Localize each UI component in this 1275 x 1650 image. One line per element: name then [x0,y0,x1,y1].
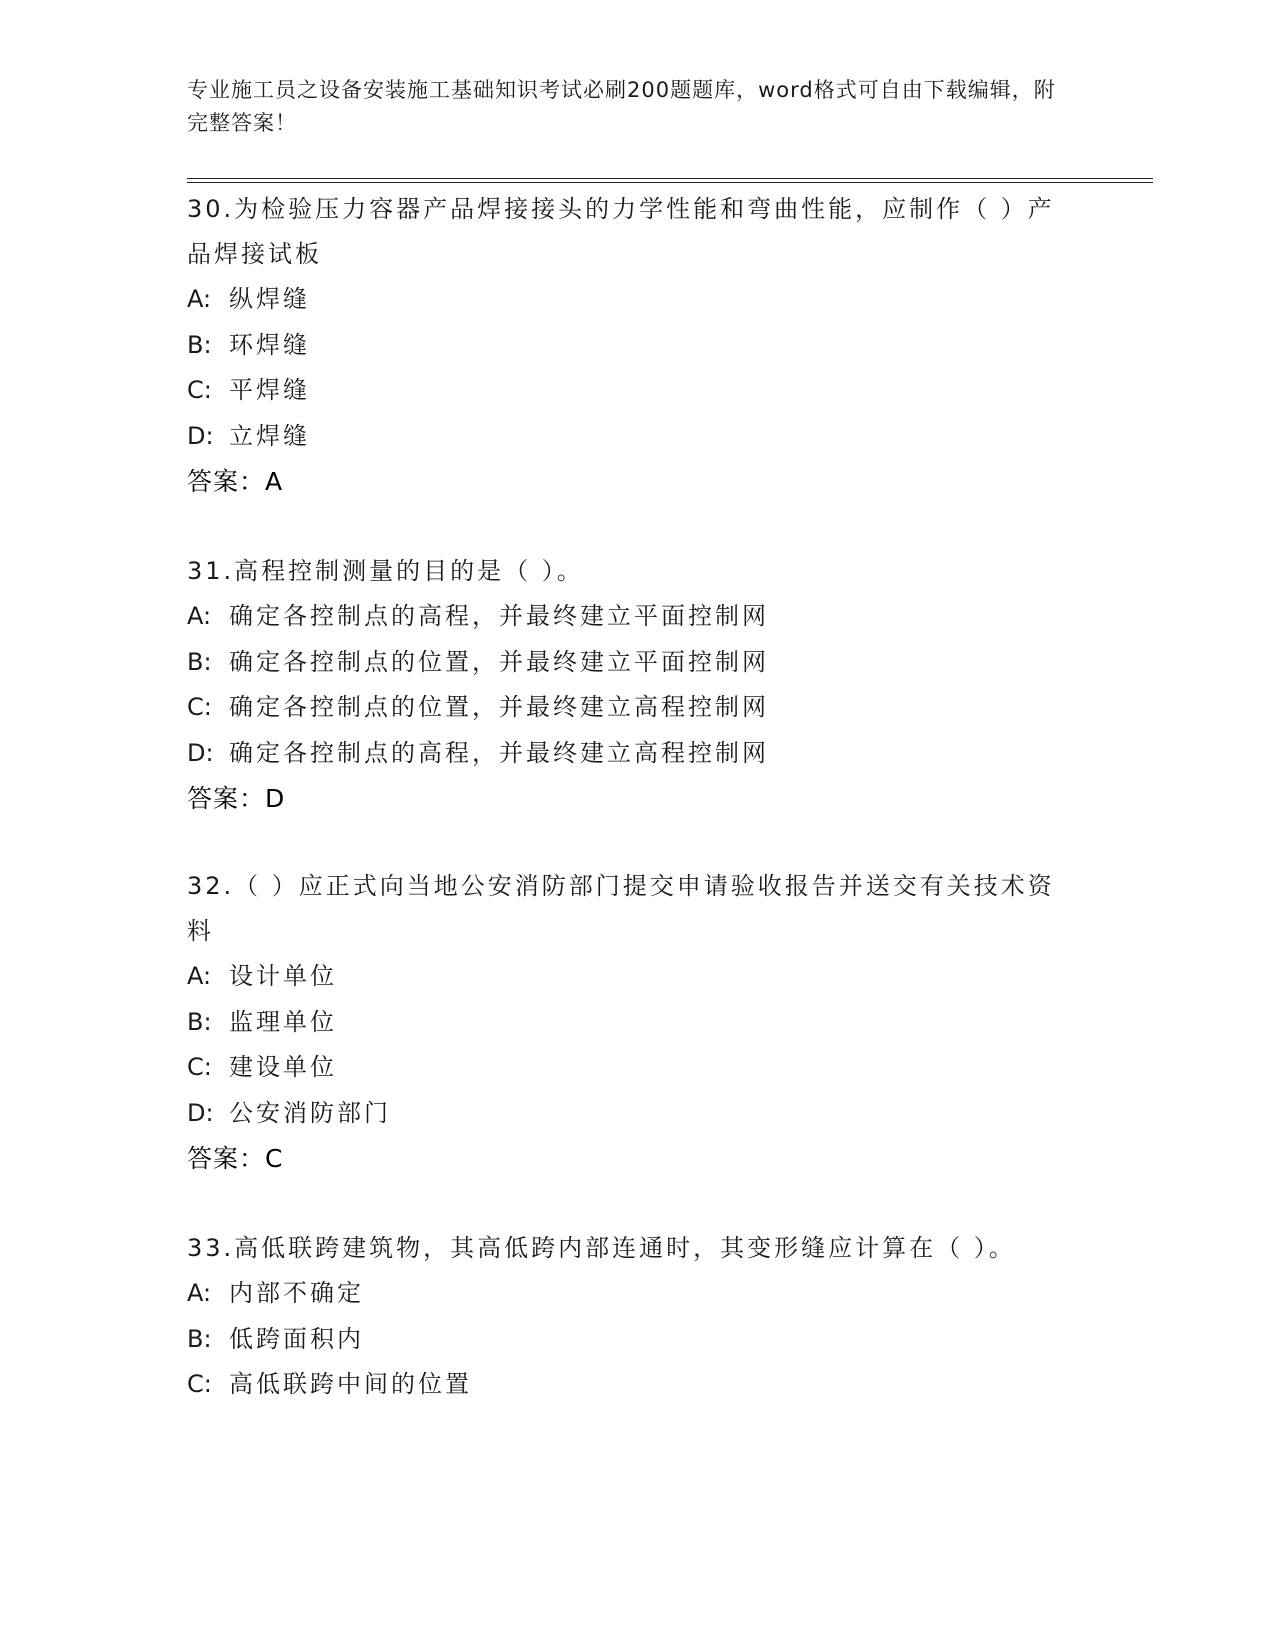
option-text: 低跨面积内 [229,1324,364,1353]
option-text: 环焊缝 [229,330,310,359]
answer-line: 答案：C [187,1144,284,1173]
question-stem: 31.高程控制测量的目的是（ ）。 [187,557,584,585]
option-c [187,1362,1077,1408]
option-key: C: [187,1053,212,1081]
option-key: B: [187,647,212,676]
option-text: 监理单位 [229,1007,337,1036]
question-33 [187,1226,1077,1408]
option-a [187,1271,1077,1317]
option-c [187,685,1077,731]
option-key: A: [187,962,212,990]
option-d [187,1091,1077,1137]
question-stem: 30.为检验压力容器产品焊接接头的力学性能和弯曲性能，应制作（ ）产品焊接试板 [187,195,1055,268]
question-stem: 33.高低联跨建筑物，其高低跨内部连通时，其变形缝应计算在（ ）。 [187,1234,1016,1262]
option-key: A: [187,602,212,630]
option-a [187,277,1077,323]
option-key: C: [187,376,212,404]
answer-line: 答案：A [187,467,284,496]
header-divider-bottom [187,182,1153,183]
option-d [187,731,1077,777]
option-d [187,414,1077,460]
header-text: 专业施工员之设备安装施工基础知识考试必刷200题题库，word格式可自由下载编辑，附完整答案！ [187,78,1056,135]
question-32 [187,864,1077,1182]
option-text: 确定各控制点的位置，并最终建立高程控制网 [229,693,769,721]
header-divider-top [187,178,1153,179]
option-b [187,1317,1077,1363]
answer-line: 答案：D [187,784,286,813]
option-text: 立焊缝 [229,421,310,450]
option-b [187,1000,1077,1046]
option-key: D: [187,738,214,767]
option-b [187,323,1077,369]
option-text: 确定各控制点的高程，并最终建立高程控制网 [229,738,769,767]
option-b [187,640,1077,686]
option-c [187,368,1077,414]
option-key: B: [187,330,212,359]
option-text: 设计单位 [229,962,337,990]
option-key: B: [187,1324,212,1353]
option-text: 建设单位 [229,1053,337,1081]
document-header [187,74,1067,140]
option-a [187,954,1077,1000]
option-key: D: [187,421,214,450]
question-stem: 32.（ ）应正式向当地公安消防部门提交申请验收报告并送交有关技术资料 [187,872,1055,945]
option-text: 纵焊缝 [229,285,310,313]
question-30 [187,187,1077,505]
option-key: B: [187,1007,212,1036]
option-text: 平焊缝 [229,376,310,404]
option-key: A: [187,285,212,313]
option-text: 确定各控制点的位置，并最终建立平面控制网 [229,647,769,676]
option-c [187,1045,1077,1091]
option-text: 内部不确定 [229,1279,364,1307]
option-text: 确定各控制点的高程，并最终建立平面控制网 [229,602,769,630]
question-31 [187,549,1077,822]
option-text: 高低联跨中间的位置 [229,1370,472,1398]
option-key: A: [187,1279,212,1307]
option-a [187,594,1077,640]
option-key: C: [187,693,212,721]
option-key: D: [187,1098,214,1127]
option-key: C: [187,1370,212,1398]
option-text: 公安消防部门 [229,1098,391,1127]
